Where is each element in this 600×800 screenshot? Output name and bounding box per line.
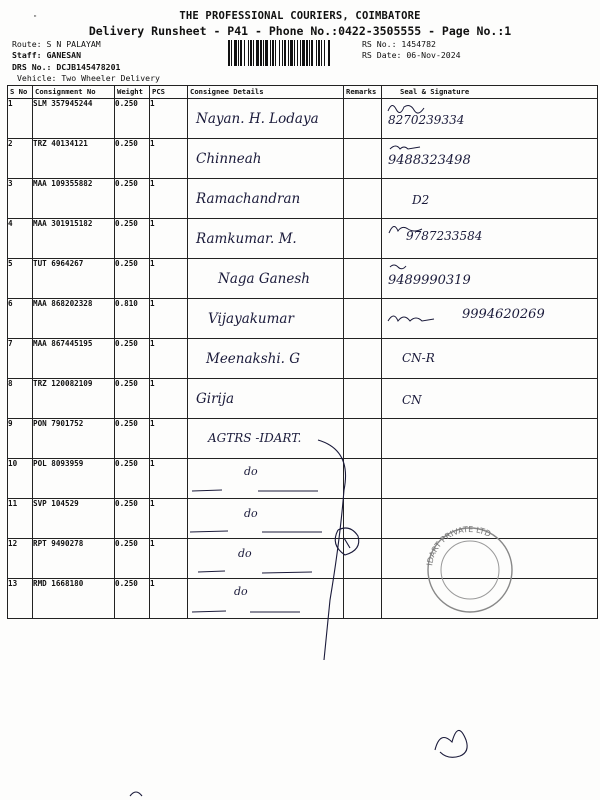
row-pcs: 1 <box>150 459 188 499</box>
row-consignment: MAA 867445195 <box>33 339 115 379</box>
row-pcs: 1 <box>150 259 188 299</box>
row-sno: 5 <box>8 259 33 299</box>
ditto-mark: do <box>234 585 248 598</box>
barcode-bar <box>228 40 230 66</box>
row-weight: 0.810 <box>115 299 150 339</box>
row-pcs: 1 <box>150 419 188 459</box>
row-consignment: MAA 109355882 <box>33 179 115 219</box>
row-pcs: 1 <box>150 539 188 579</box>
barcode-bar <box>265 40 268 66</box>
row-pcs: 1 <box>150 179 188 219</box>
company-title: THE PROFESSIONAL COURIERS, COIMBATORE <box>179 10 421 22</box>
row-remarks <box>344 459 382 499</box>
barcode-bar <box>270 40 271 66</box>
row-seal <box>382 499 598 539</box>
row-seal <box>382 459 598 499</box>
table-row <box>8 179 598 219</box>
row-consignment: MAA 868202328 <box>33 299 115 339</box>
row-weight: 0.250 <box>115 579 150 619</box>
barcode-bar <box>260 40 262 66</box>
row-remarks <box>344 259 382 299</box>
rs-date: RS Date: 06-Nov-2024 <box>362 50 461 60</box>
barcode-bar <box>297 40 298 66</box>
barcode-bar <box>256 40 259 66</box>
barcode-bar <box>279 40 280 66</box>
table-row <box>8 339 598 379</box>
seal-mark: CN <box>402 393 422 407</box>
row-sno: 9 <box>8 419 33 459</box>
row-sno: 12 <box>8 539 33 579</box>
barcode-bar <box>248 40 249 66</box>
table-row <box>8 459 598 499</box>
ditto-mark: do <box>244 507 258 520</box>
barcode-bar <box>294 40 295 66</box>
row-sno: 7 <box>8 339 33 379</box>
barcode-bar <box>290 40 293 66</box>
row-pcs: 1 <box>150 579 188 619</box>
seal-phone: 8270239334 <box>388 113 465 127</box>
consignee-name: Chinneah <box>196 151 262 167</box>
row-pcs: 1 <box>150 339 188 379</box>
row-weight: 0.250 <box>115 179 150 219</box>
signature-scribble <box>386 309 438 329</box>
row-pcs: 1 <box>150 299 188 339</box>
row-consignment: MAA 301915182 <box>33 219 115 259</box>
consignee-name: Nayan. H. Lodaya <box>196 111 319 127</box>
row-remarks <box>344 499 382 539</box>
seal-phone: 9488323498 <box>388 153 471 168</box>
barcode-bar <box>306 40 308 66</box>
seal-mark: D2 <box>412 193 430 207</box>
barcode-bar <box>238 40 239 66</box>
row-sno: 10 <box>8 459 33 499</box>
row-consignment: RPT 9490278 <box>33 539 115 579</box>
col-remarks: Remarks <box>344 86 382 99</box>
barcode-bar <box>316 40 317 66</box>
row-sno: 3 <box>8 179 33 219</box>
vehicle-label: Vehicle: Two Wheeler Delivery <box>17 73 160 83</box>
row-sno: 6 <box>8 299 33 339</box>
seal-phone: 9994620269 <box>462 307 545 322</box>
barcode-bar <box>234 40 237 66</box>
row-remarks <box>344 419 382 459</box>
row-weight: 0.250 <box>115 99 150 139</box>
consignee-name: Ramkumar. M. <box>196 231 297 247</box>
row-seal <box>382 579 598 619</box>
row-sno: 4 <box>8 219 33 259</box>
row-weight: 0.250 <box>115 459 150 499</box>
col-seal: Seal & Signature <box>382 86 598 99</box>
ditto-mark: do <box>244 465 258 478</box>
row-remarks <box>344 299 382 339</box>
barcode-bar <box>284 40 286 66</box>
row-weight: 0.250 <box>115 539 150 579</box>
drs-number: DRS No.: DCJB145478201 <box>12 62 121 72</box>
consignee-name: Vijayakumar <box>208 311 294 327</box>
row-remarks <box>344 379 382 419</box>
seal-phone: 9489990319 <box>388 273 471 288</box>
row-pcs: 1 <box>150 99 188 139</box>
row-weight: 0.250 <box>115 139 150 179</box>
bottom-mark <box>130 792 142 796</box>
row-weight: 0.250 <box>115 379 150 419</box>
table-row <box>8 99 598 139</box>
table-row <box>8 379 598 419</box>
barcode-bar <box>318 40 320 66</box>
bottom-signature <box>435 730 467 757</box>
barcode-bar <box>275 40 276 66</box>
ditto-mark: do <box>238 547 252 560</box>
table-row <box>8 499 598 539</box>
table-row <box>8 539 598 579</box>
row-remarks <box>344 219 382 259</box>
row-consignment: PON 7901752 <box>33 419 115 459</box>
row-pcs: 1 <box>150 499 188 539</box>
barcode-bar <box>321 40 322 66</box>
barcode-bar <box>282 40 283 66</box>
row-remarks <box>344 539 382 579</box>
barcode-bar <box>311 40 313 66</box>
barcode-bar <box>309 40 310 66</box>
col-consignment: Consignment No <box>33 86 115 99</box>
row-consignment: RMD 1668180 <box>33 579 115 619</box>
consignee-name: Naga Ganesh <box>218 271 310 287</box>
row-remarks <box>344 99 382 139</box>
barcode-bar <box>244 40 245 66</box>
barcode-bar <box>302 40 305 66</box>
col-consignee: Consignee Details <box>188 86 344 99</box>
runsheet-table <box>7 85 598 619</box>
barcode-bar <box>231 40 232 66</box>
row-seal <box>382 539 598 579</box>
table-header-row <box>8 86 598 99</box>
consignee-name: AGTRS -IDART. <box>208 431 302 445</box>
col-weight: Weight <box>115 86 150 99</box>
row-remarks <box>344 179 382 219</box>
barcode-bar <box>253 40 254 66</box>
staff-label: Staff: GANESAN <box>12 50 82 60</box>
row-weight: 0.250 <box>115 499 150 539</box>
row-pcs: 1 <box>150 139 188 179</box>
col-pcs: PCS <box>150 86 188 99</box>
row-weight: 0.250 <box>115 419 150 459</box>
barcode-bar <box>272 40 274 66</box>
table-row <box>8 419 598 459</box>
consignee-name: Girija <box>196 391 235 407</box>
barcode-bar <box>263 40 264 66</box>
row-consignment: POL 8093959 <box>33 459 115 499</box>
row-sno: 8 <box>8 379 33 419</box>
row-pcs: 1 <box>150 379 188 419</box>
col-sno: S No <box>8 86 33 99</box>
drs-barcode <box>228 40 352 66</box>
runsheet-subtitle: Delivery Runsheet - P41 - Phone No.:0422-3505555 - Page No.:1 <box>88 24 512 38</box>
row-weight: 0.250 <box>115 219 150 259</box>
barcode-bar <box>250 40 252 66</box>
seal-phone: 9787233584 <box>406 229 483 243</box>
consignee-name: Ramachandran <box>196 191 301 207</box>
table-row <box>8 299 598 339</box>
row-remarks <box>344 139 382 179</box>
row-remarks <box>344 339 382 379</box>
row-weight: 0.250 <box>115 339 150 379</box>
stamp-text: IDART PRIVATE LTD <box>425 524 493 567</box>
row-sno: 2 <box>8 139 33 179</box>
row-sno: 11 <box>8 499 33 539</box>
row-sno: 1 <box>8 99 33 139</box>
table-row <box>8 579 598 619</box>
row-consignment: SLM 357945244 <box>33 99 115 139</box>
signature-scribble <box>386 261 426 273</box>
row-seal <box>382 419 598 459</box>
row-sno: 13 <box>8 579 33 619</box>
row-pcs: 1 <box>150 219 188 259</box>
barcode-bar <box>288 40 289 66</box>
table-row <box>8 259 598 299</box>
consignee-name: Meenakshi. G <box>206 351 301 367</box>
row-consignment: TRZ 40134121 <box>33 139 115 179</box>
route-label: Route: S N PALAYAM <box>12 39 101 49</box>
corner-mark: " <box>33 14 38 22</box>
barcode-bar <box>240 40 242 66</box>
rs-number: RS No.: 1454782 <box>362 39 436 49</box>
row-remarks <box>344 579 382 619</box>
table-row <box>8 139 598 179</box>
barcode-bar <box>324 40 325 66</box>
table-row <box>8 219 598 259</box>
seal-mark: CN-R <box>402 351 435 365</box>
row-consignment: TUT 6964267 <box>33 259 115 299</box>
row-consignment: SVP 104529 <box>33 499 115 539</box>
row-consignment: TRZ 120082109 <box>33 379 115 419</box>
barcode-bar <box>328 40 330 66</box>
barcode-bar <box>300 40 301 66</box>
row-weight: 0.250 <box>115 259 150 299</box>
